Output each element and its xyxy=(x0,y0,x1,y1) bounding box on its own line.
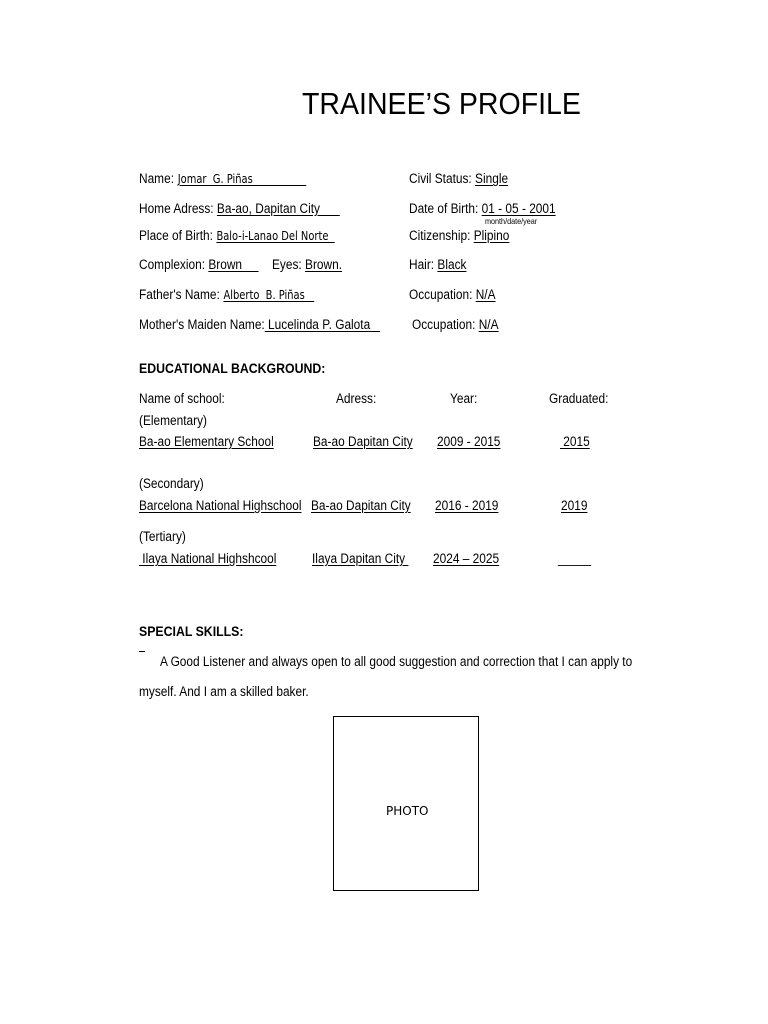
mother-name-value: Lucelinda P. Galota xyxy=(264,317,381,332)
civil-status-label: Civil Status: xyxy=(409,171,472,186)
eyes-label: Eyes: xyxy=(272,257,302,272)
elementary-year: 2009 - 2015 xyxy=(437,434,501,449)
tertiary-graduated: _____ xyxy=(558,551,592,566)
mother-occupation-value: N/A xyxy=(478,317,499,332)
column-address-header: Adress: xyxy=(336,391,377,406)
secondary-label: (Secondary) xyxy=(139,476,204,491)
mother-name-field xyxy=(139,317,380,332)
skills-heading: SPECIAL SKILLS: xyxy=(139,623,244,639)
elementary-school: Ba-ao Elementary School xyxy=(139,434,274,449)
skills-line-2: myself. And I am a skilled baker. xyxy=(139,684,309,699)
hair-value: Black xyxy=(437,257,467,272)
place-of-birth-label: Place of Birth: xyxy=(139,228,213,243)
place-of-birth-value: Balo-i-Lanao Del Norte xyxy=(216,228,335,243)
citizenship-value: Plipino xyxy=(473,228,510,243)
father-occupation-value: N/A xyxy=(475,287,496,302)
tertiary-school: Ilaya National Highshcool xyxy=(139,551,277,566)
home-address-field xyxy=(139,201,340,216)
civil-status-field xyxy=(409,171,508,186)
date-of-birth-field xyxy=(409,201,556,216)
hair-label: Hair: xyxy=(409,257,435,272)
elementary-address: Ba-ao Dapitan City xyxy=(313,434,413,449)
education-heading: EDUCATIONAL BACKGROUND: xyxy=(139,360,326,376)
tertiary-year: 2024 – 2025 xyxy=(433,551,500,566)
tertiary-address: Ilaya Dapitan City xyxy=(312,551,409,566)
secondary-school: Barcelona National Highschool xyxy=(139,498,302,513)
name-field xyxy=(139,171,320,186)
complexion-label: Complexion: xyxy=(139,257,206,272)
place-of-birth-field xyxy=(139,228,348,243)
date-of-birth-value: 01 - 05 - 2001 xyxy=(481,201,556,216)
eyes-field xyxy=(272,257,342,272)
mother-occupation-label: Occupation: xyxy=(412,317,476,332)
father-name-label: Father's Name: xyxy=(139,287,220,302)
column-year-header: Year: xyxy=(450,391,478,406)
mother-occupation-field xyxy=(412,317,499,332)
elementary-graduated: 2015 xyxy=(560,434,590,449)
father-occupation-label: Occupation: xyxy=(409,287,473,302)
mother-name-label: Mother's Maiden Name: xyxy=(139,317,265,332)
complexion-value: Brown xyxy=(208,257,259,272)
father-name-value: Alberto B. Piñas xyxy=(223,287,314,302)
bullet-marker xyxy=(139,651,145,652)
home-address-value: Ba-ao, Dapitan City xyxy=(216,201,340,216)
elementary-label: (Elementary) xyxy=(139,413,208,428)
date-of-birth-label: Date of Birth: xyxy=(409,201,479,216)
home-address-label: Home Adress: xyxy=(139,201,214,216)
secondary-year: 2016 - 2019 xyxy=(435,498,499,513)
hair-field xyxy=(409,257,466,272)
eyes-value: Brown. xyxy=(305,257,343,272)
column-graduated-header: Graduated: xyxy=(549,391,609,406)
secondary-graduated: 2019 xyxy=(561,498,588,513)
father-occupation-field xyxy=(409,287,496,302)
page-title: TRAINEE’S PROFILE xyxy=(302,86,581,121)
citizenship-label: Citizenship: xyxy=(409,228,471,243)
civil-status-value: Single xyxy=(475,171,509,186)
tertiary-label: (Tertiary) xyxy=(139,529,186,544)
complexion-field xyxy=(139,257,259,272)
name-label: Name: xyxy=(139,171,174,186)
father-name-field xyxy=(139,287,324,302)
citizenship-field xyxy=(409,228,509,243)
date-format-hint: month/date/year xyxy=(485,216,538,226)
column-school-header: Name of school: xyxy=(139,391,225,406)
photo-label: PHOTO xyxy=(386,804,429,818)
skills-line-1: A Good Listener and always open to all good suggestion and correction that I can apply to xyxy=(160,654,633,669)
name-value: Jomar G. Piñas xyxy=(177,171,306,186)
secondary-address: Ba-ao Dapitan City xyxy=(311,498,411,513)
